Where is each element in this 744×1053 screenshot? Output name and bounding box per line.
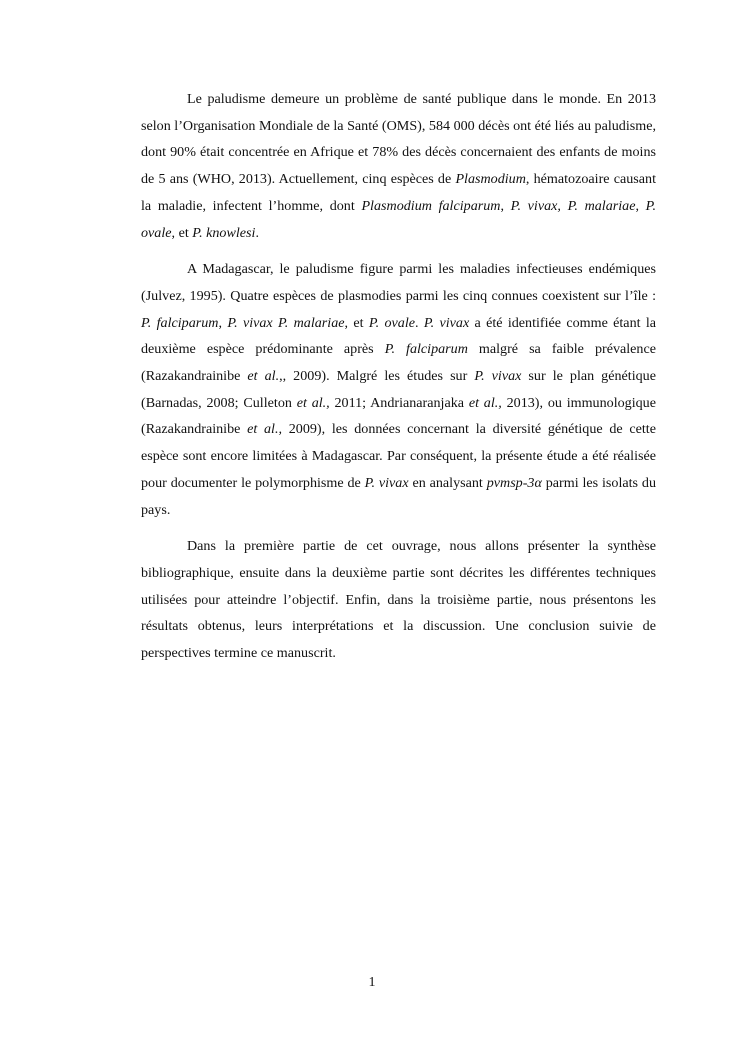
text-segment: sur le plan génétique (Barnadas, 2008; Culleton <box>141 368 656 411</box>
text-segment: a été identifiée comme étant la deuxième espèce prédominante après <box>141 314 657 358</box>
text-segment: . <box>415 314 424 331</box>
italic-text-segment: P. falciparum <box>141 314 219 331</box>
text-segment: ,, 2009). Malgré les études sur <box>279 368 475 385</box>
text-segment: , <box>635 197 646 214</box>
text-segment: malgré sa faible prévalence (Razakandrainibe <box>141 341 656 385</box>
italic-text-segment: P. vivax P. malariae <box>227 314 345 331</box>
text-segment: A Madagascar, le paludisme figure parmi les maladies infectieuses endémiques (Julvez, 1995). Quatre espèces de plasmodies parmi les cinq connues coexistent sur l’île : <box>141 261 656 304</box>
document-body <box>141 86 656 677</box>
italic-text-segment: Plasmodium <box>455 171 526 188</box>
text-segment: parmi les isolats du pays. <box>141 474 656 518</box>
paragraph-outline <box>141 533 656 667</box>
italic-text-segment: et al. <box>247 368 280 385</box>
italic-text-segment: Plasmodium falciparum <box>361 197 501 214</box>
italic-text-segment: P. ovale <box>141 197 656 241</box>
italic-text-segment: et al., <box>247 421 283 438</box>
italic-text-segment: pvmsp-3α <box>486 474 542 491</box>
paragraph-madagascar <box>141 256 656 523</box>
italic-text-segment: et al., <box>468 394 502 411</box>
text-segment: , hématozoaire causant la maladie, infectent l’homme, dont <box>141 171 656 214</box>
text-segment: , <box>500 197 511 214</box>
italic-text-segment: P. knowlesi <box>192 224 256 241</box>
text-segment: , et <box>171 224 193 241</box>
italic-text-segment: P. vivax <box>364 474 409 491</box>
text-segment: , et <box>344 314 369 331</box>
text-segment: en analysant <box>408 474 487 491</box>
text-segment: , <box>218 314 228 331</box>
text-segment: 2013), ou immunologique (Razakandrainibe <box>141 394 656 438</box>
paragraph-introduction <box>141 86 656 246</box>
text-segment: Dans la première partie de cet ouvrage, nous allons présenter la synthèse bibliographique, ensuite dans la deuxième partie sont décrites les différentes techniques utilisées pour atteindre l’objectif. Enfin, dans la troisième partie, nous présentons les résultats obtenus, leurs interprétations et la discussion. Une conclusion suivie de perspectives termine ce manuscrit. <box>141 538 656 662</box>
italic-text-segment: P. vivax <box>474 368 522 385</box>
text-segment: Le paludisme demeure un problème de santé publique dans le monde. En 2013 selon l’Organisation Mondiale de la Santé (OMS), 584 000 décès ont été liés au paludisme, dont 90% était concentrée en Afrique et 78% des décès concernaient des enfants de moins de 5 ans (WHO, 2013). Actuellement, cinq espèces de <box>141 91 656 188</box>
italic-text-segment: P. falciparum <box>384 341 468 358</box>
text-segment: 2009), les données concernant la diversité génétique de cette espèce sont encore limitées à Madagascar. Par conséquent, la présente étude a été réalisée pour documenter le polymorphisme de <box>141 421 656 491</box>
italic-text-segment: et al., <box>296 394 330 411</box>
italic-text-segment: P. ovale <box>368 314 415 331</box>
text-segment: . <box>255 224 259 241</box>
text-segment: 2011; Andrianaranjaka <box>329 394 469 411</box>
italic-text-segment: P. vivax, P. malariae <box>510 197 636 214</box>
italic-text-segment: P. vivax <box>423 314 470 331</box>
page-number: 1 <box>368 975 376 990</box>
